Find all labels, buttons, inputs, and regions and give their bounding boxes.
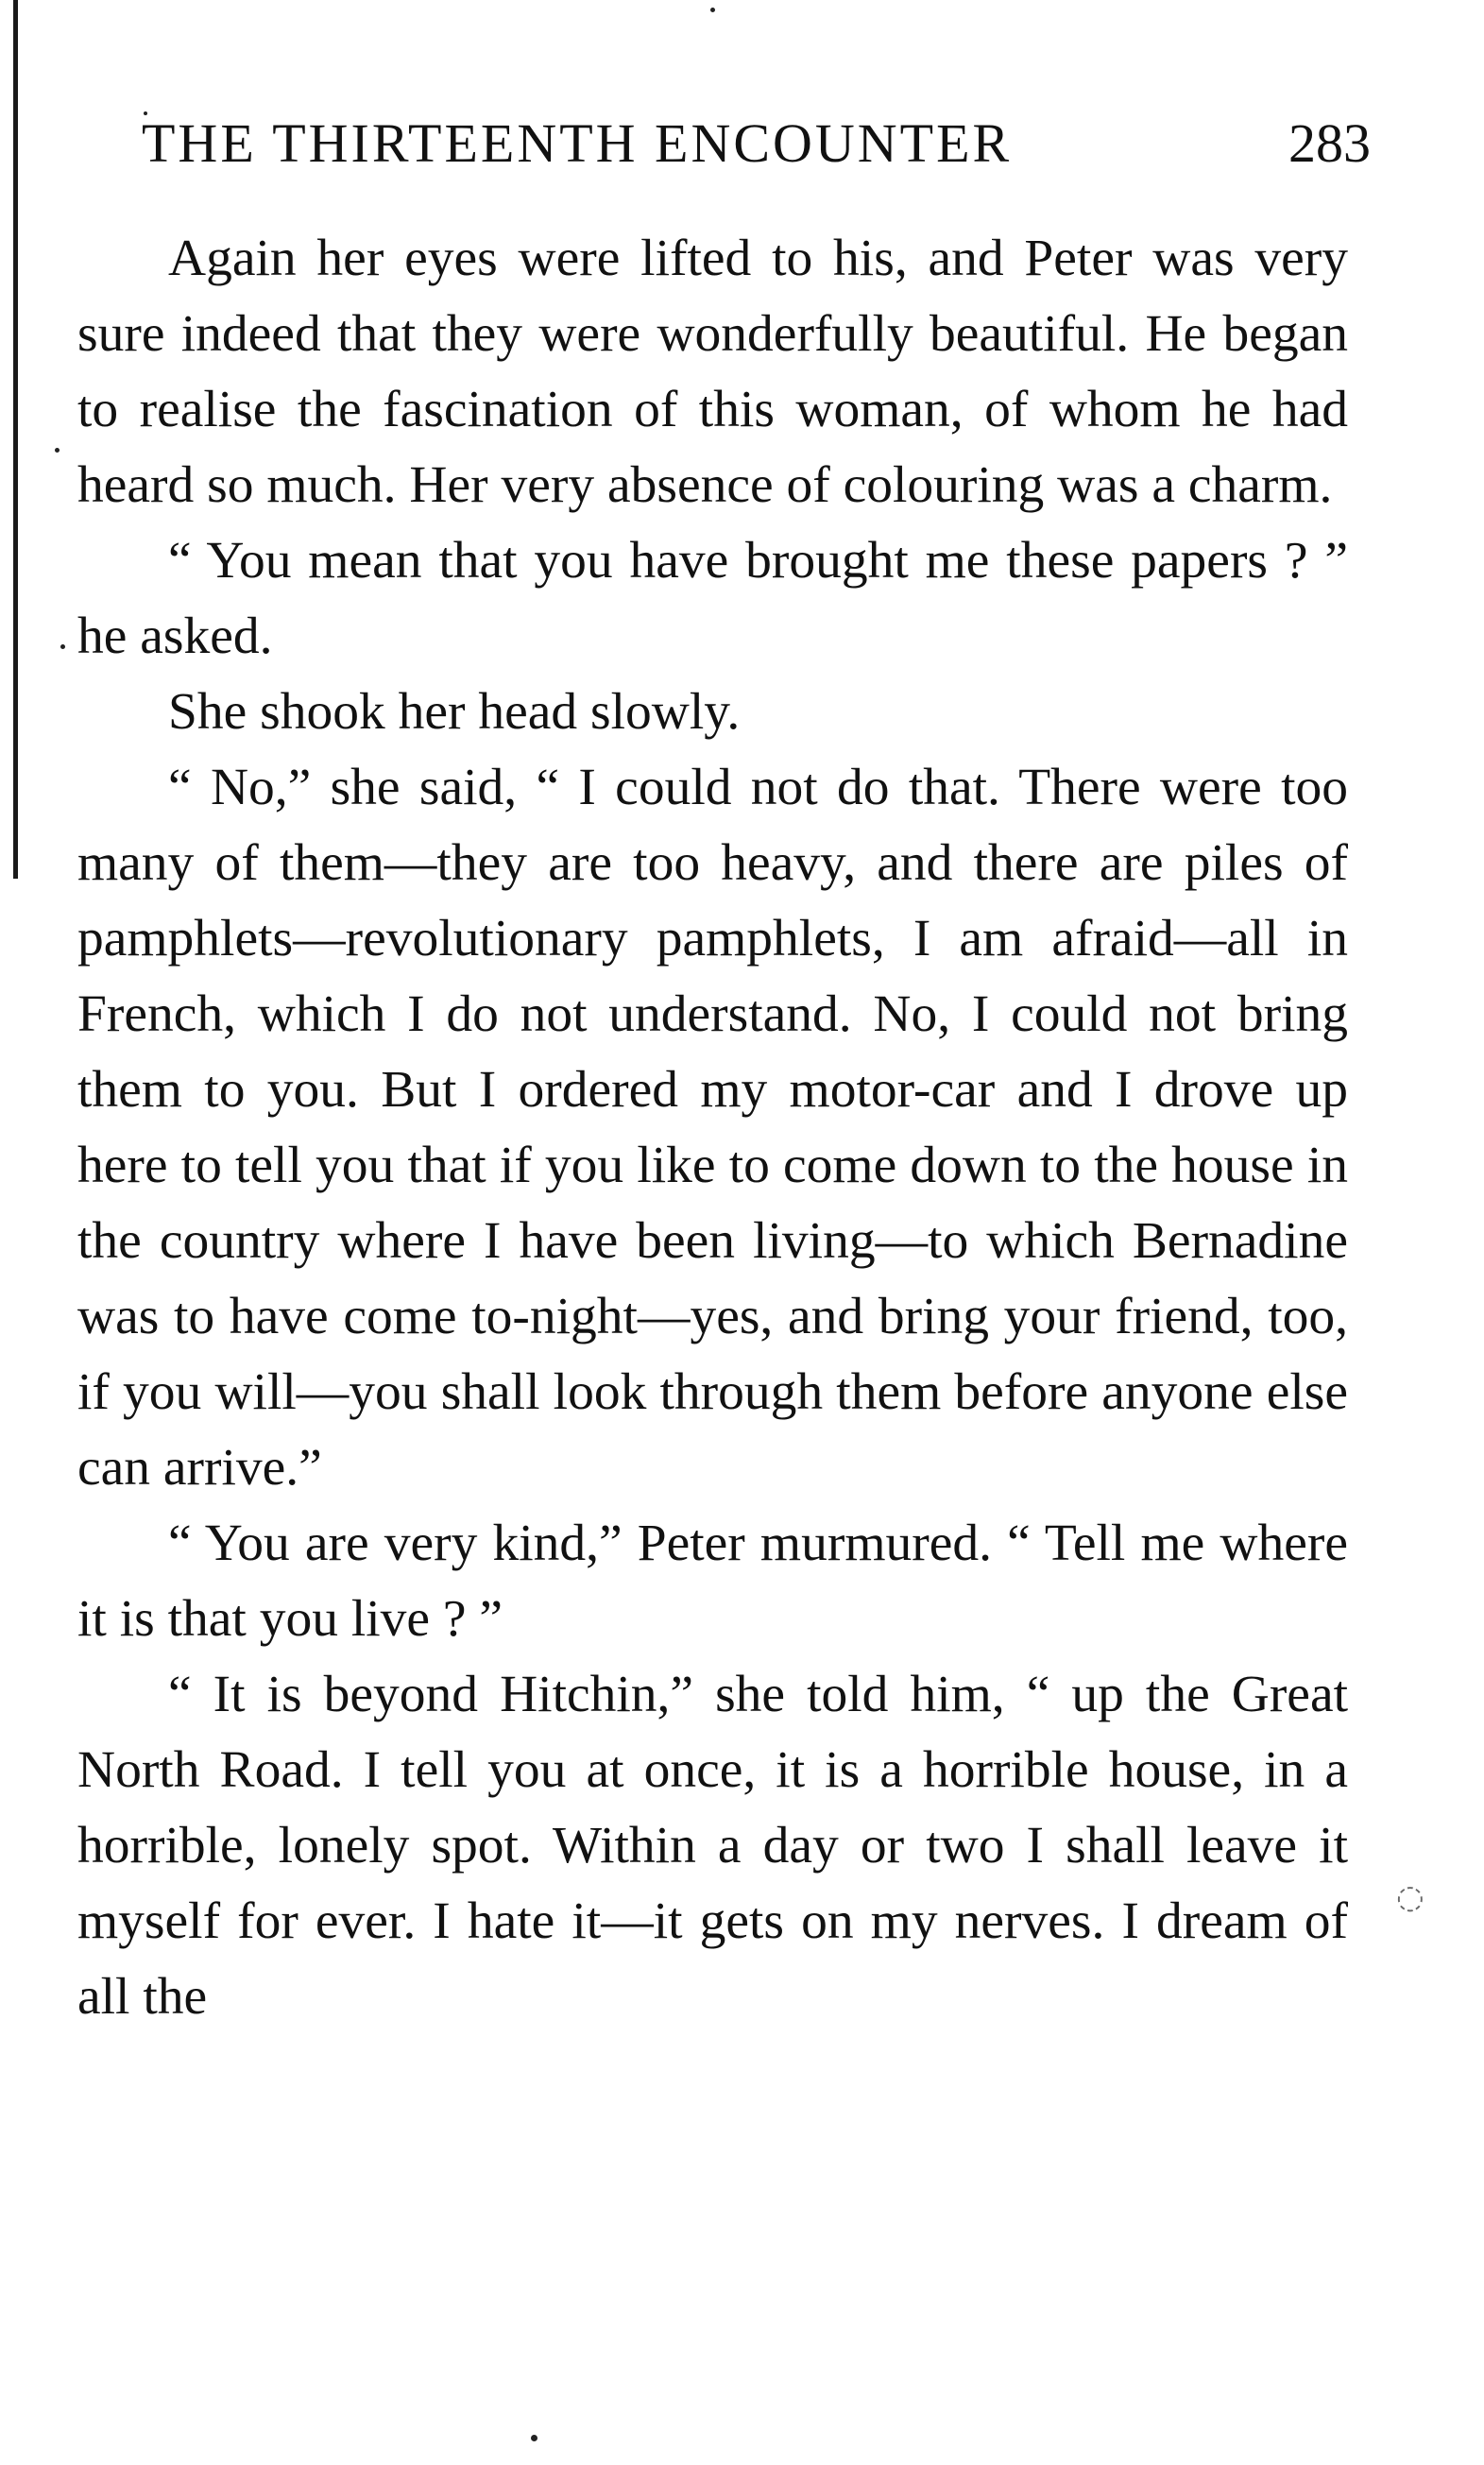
margin-mark: ◌ bbox=[1396, 1878, 1424, 1916]
page-gutter-shadow bbox=[13, 0, 18, 879]
paragraph: Again her eyes were lifted to his, and Peter was very sure indeed that they were wonderfully beautiful. He began to realise the fascination of this woman, of whom he had heard so much. Her very absence of colouring was a charm. bbox=[77, 230, 1348, 514]
body-text bbox=[77, 221, 1348, 2035]
print-speck bbox=[60, 644, 65, 649]
running-header bbox=[142, 111, 1371, 197]
print-speck bbox=[55, 448, 60, 453]
paragraph: “ You mean that you have brought me these papers ? ” he asked. bbox=[77, 532, 1348, 665]
paragraph: “ It is beyond Hitchin,” she told him, “ up the Great North Road. I tell you at once, it is a horrible house, in a horrible, lonely spot. Within a day or two I shall leave it myself for ever. I hate it—it gets on my nerves. I dream of all the bbox=[77, 1666, 1348, 2026]
page-number: 283 bbox=[1288, 112, 1371, 174]
paragraph: She shook her head slowly. bbox=[168, 683, 741, 741]
paragraph: “ No,” she said, “ I could not do that. There were too many of them—they are too heavy, and there are piles of pamphlets—revolutionary pamphlets, I am afraid—all in French, which I do not understand. No, I could not bring them to you. But I ordered my motor-car and I drove up here to tell you that if you like to come down to the house in the country where I have been living—to which Bernadine was to have come to-night—yes, and bring your friend, too, if you will—you shall look through them before anyone else can arrive.” bbox=[77, 759, 1348, 1497]
print-speck bbox=[710, 8, 715, 12]
paragraph: “ You are very kind,” Peter murmured. “ Tell me where it is that you live ? ” bbox=[77, 1515, 1348, 1648]
running-title: THE THIRTEENTH ENCOUNTER bbox=[142, 112, 1013, 174]
print-speck bbox=[531, 2435, 537, 2441]
